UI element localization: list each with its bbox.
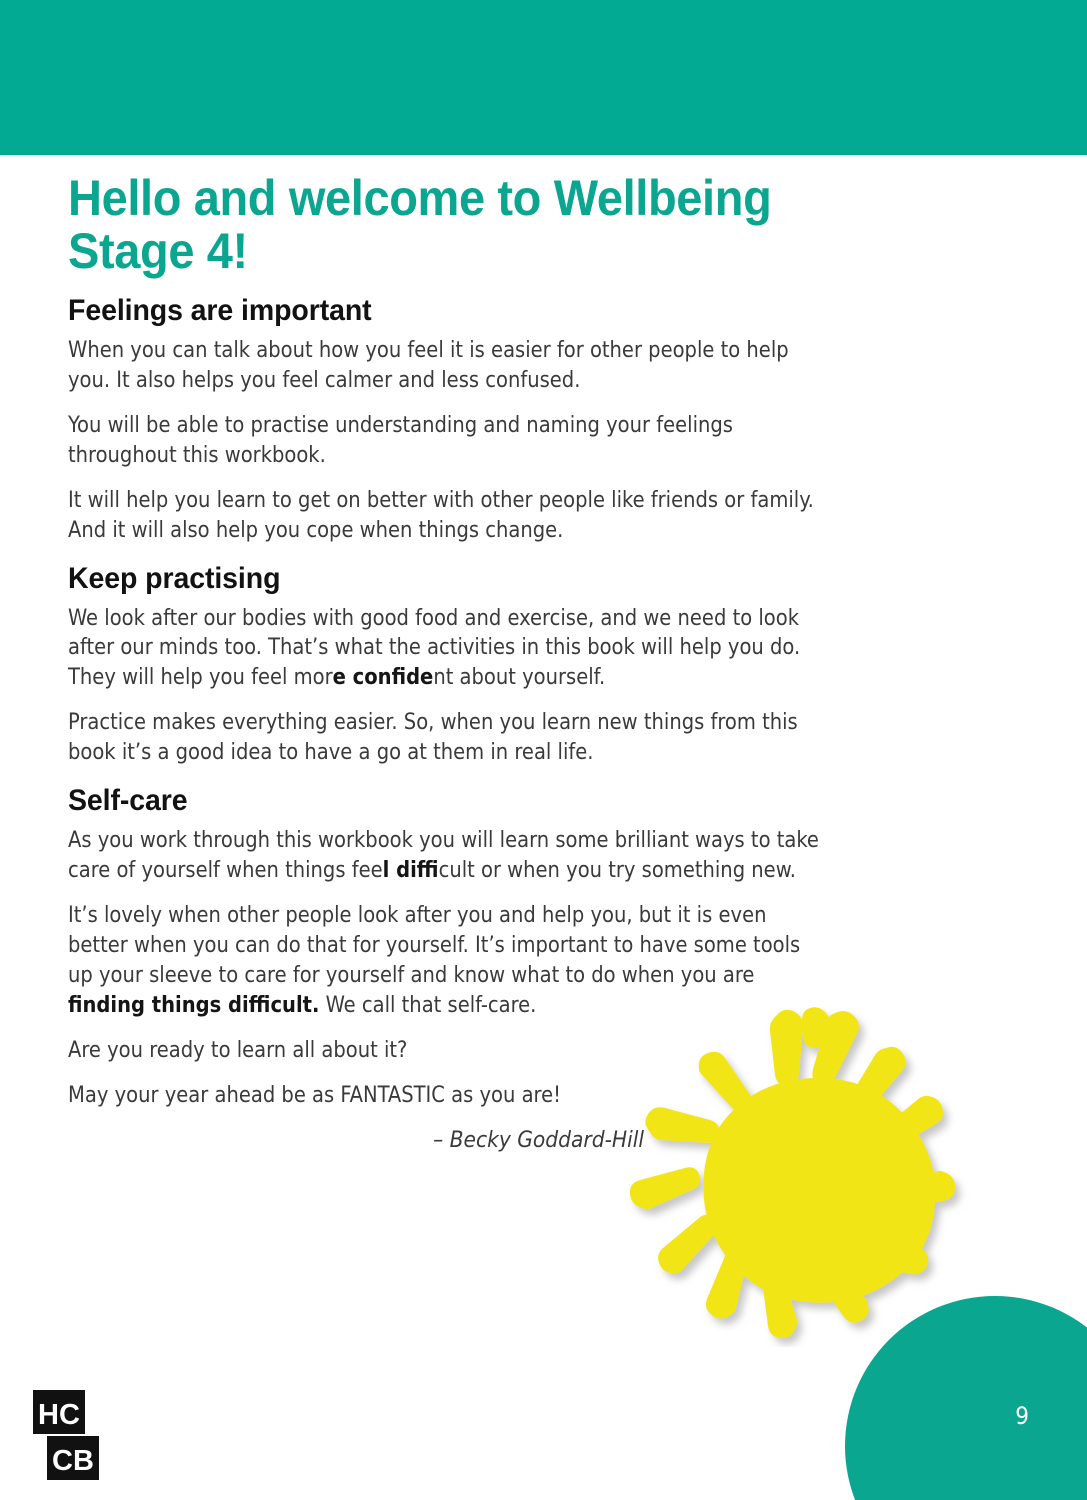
hccb-logo-line1: HC — [38, 1399, 80, 1431]
hccb-logo — [33, 1390, 103, 1482]
teal-header-band — [0, 0, 1087, 155]
text-run: We call that self-care. — [319, 991, 537, 1018]
emphasis-text: e confide — [332, 664, 434, 691]
section-heading: Self-care — [68, 784, 188, 818]
text-run: When you can talk about how you feel it is easier for other people to help you. It also helps you feel calmer and less confused. — [68, 337, 789, 393]
text-run: Are you ready to learn all about it? — [68, 1036, 408, 1063]
sections-container — [68, 294, 858, 1111]
body-paragraph — [68, 826, 830, 886]
sun-shapes — [630, 1007, 955, 1338]
section-heading: Keep practising — [68, 561, 281, 595]
sun-illustration — [600, 992, 1020, 1347]
hccb-logo-line2: CB — [52, 1445, 94, 1477]
body-paragraph — [68, 336, 830, 396]
text-run: cult or when you try something new. — [438, 857, 796, 884]
page-title: Hello and welcome to Wellbeing Stage 4! — [68, 170, 772, 279]
text-run: As you work through this workbook you will learn some brilliant ways to take care of yourself when things fee — [68, 827, 819, 884]
emphasis-text: finding things difficult. — [68, 991, 320, 1018]
section-heading: Feelings are important — [68, 294, 372, 327]
text-run: May your year ahead be as FANTASTIC as you are! — [68, 1081, 561, 1108]
body-paragraph — [68, 604, 830, 694]
author-attribution: – Becky Goddard-Hill — [433, 1126, 644, 1153]
page-number: 9 — [1015, 1402, 1029, 1430]
text-run: nt about yourself. — [433, 664, 606, 691]
emphasis-text: l diffi — [382, 857, 439, 884]
text-run: It’s lovely when other people look after you and help you, but it is even better when you can do that for yourself. It’s important to have some tools up your sleeve to care for yourself and know what to do when you are — [68, 901, 801, 988]
text-run: It will help you learn to get on better with other people like friends or family. And it will also help you cope when things change. — [68, 486, 814, 543]
text-run: Practice makes everything easier. So, when you learn new things from this book it’s a good idea to have a go at them in real life. — [68, 709, 798, 766]
text-run: You will be able to practise understanding and naming your feelings throughout this workbook. — [68, 411, 733, 468]
body-paragraph — [68, 708, 830, 768]
body-paragraph — [68, 486, 830, 546]
text-run: We look after our bodies with good food and exercise, and we need to look after our minds too. That’s what the activities in this book will help you do. They will help you feel mor — [68, 604, 801, 691]
body-paragraph — [68, 411, 830, 471]
